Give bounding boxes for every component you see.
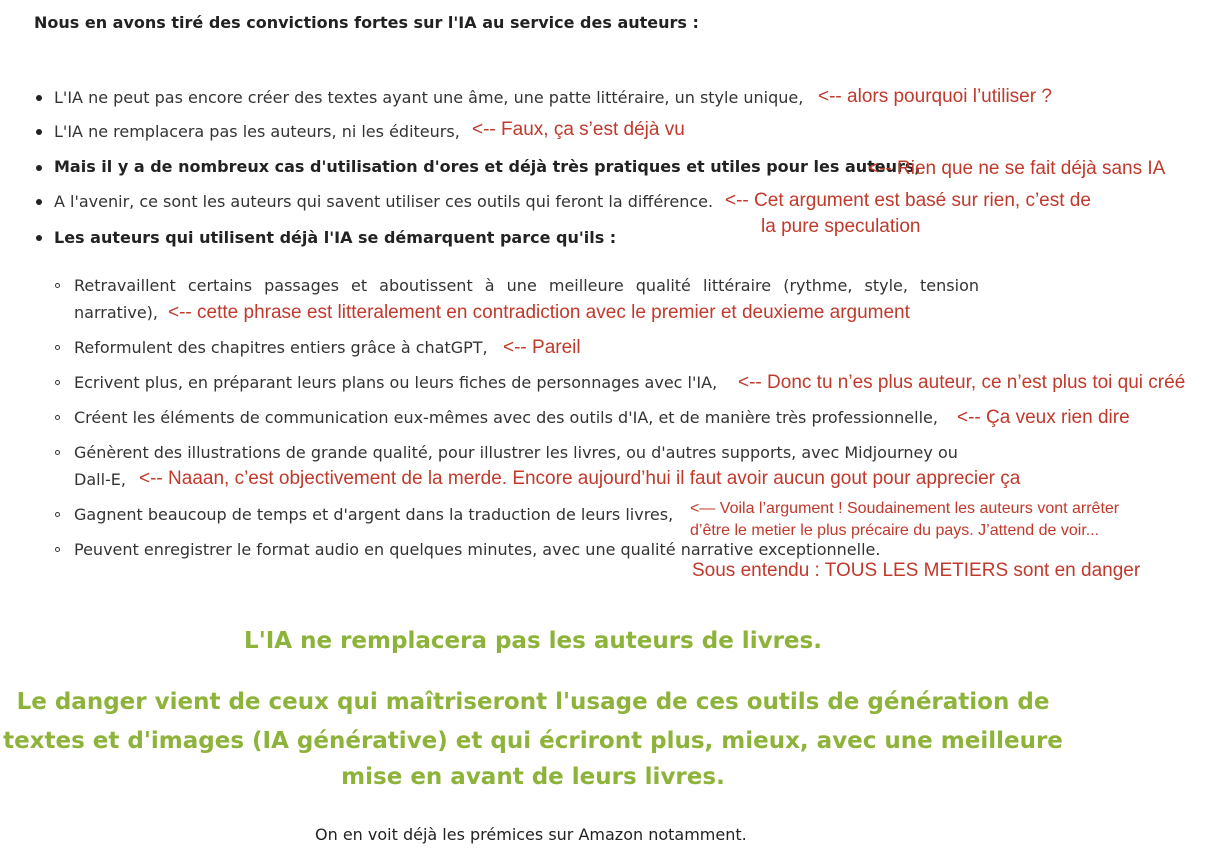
bullet-marker (36, 235, 42, 241)
bullet-1-text: L'IA ne peut pas encore créer des textes ayant une âme, une patte littéraire, un style unique, (54, 88, 804, 107)
subitem-1-line2: narrative), (74, 303, 158, 322)
subitem-4-text: Créent les éléments de communication eux-mêmes avec des outils d'IA, et de manière très professionnelle, (74, 408, 938, 427)
subitem-1-line1: Retravaillent certains passages et aboutissent à une meilleure qualité littéraire (rythme, style, tension (74, 276, 979, 295)
bullet-4-note-line1: <-- Cet argument est basé sur rien, c’est de (725, 190, 1091, 211)
subitem-3-text: Ecrivent plus, en préparant leurs plans ou leurs fiches de personnages avec l'IA, (74, 373, 718, 392)
bullet-1-note: <-- alors pourquoi l’utiliser ? (818, 86, 1052, 107)
subitem-marker (55, 345, 60, 350)
subitem-1-note: <-- cette phrase est litteralement en contradiction avec le premier et deuxieme argument (168, 302, 910, 323)
subitem-2-text: Reformulent des chapitres entiers grâce à chatGPT, (74, 338, 488, 357)
highlight-paragraph-line2: textes et d'images (IA générative) et qui écriront plus, mieux, avec une meilleure (3, 728, 1063, 754)
subitem-marker (55, 283, 60, 288)
bullet-3-note: <-- Rien que ne se fait déjà sans IA (868, 158, 1166, 179)
highlight-title: L'IA ne remplacera pas les auteurs de livres. (244, 628, 822, 654)
subitem-marker (55, 415, 60, 420)
bullet-marker (36, 129, 42, 135)
bullet-marker (36, 199, 42, 205)
bullet-2-note: <-- Faux, ça s’est déjà vu (472, 119, 685, 140)
highlight-paragraph-line3: mise en avant de leurs livres. (341, 764, 725, 790)
subitem-7-note: Sous entendu : TOUS LES METIERS sont en danger (692, 560, 1141, 581)
bullet-2-text: L'IA ne remplacera pas les auteurs, ni les éditeurs, (54, 122, 460, 141)
bullet-5-text: Les auteurs qui utilisent déjà l'IA se démarquent parce qu'ils : (54, 228, 617, 247)
subitem-6-note-line2: d’être le metier le plus précaire du pays. J’attend de voir... (690, 522, 1100, 539)
bullet-marker (36, 165, 42, 171)
subitem-5-line2: Dall-E, (74, 470, 126, 489)
subitem-6-note-line1: <— Voila l’argument ! Soudainement les auteurs vont arrêter (690, 500, 1120, 517)
subitem-marker (55, 547, 60, 552)
subitem-marker (55, 450, 60, 455)
subitem-7-text: Peuvent enregistrer le format audio en quelques minutes, avec une qualité narrative exceptionnelle. (74, 540, 881, 559)
bullet-3-text: Mais il y a de nombreux cas d'utilisation d'ores et déjà très pratiques et utiles pour les auteurs, (54, 157, 921, 176)
subitem-2-note: <-- Pareil (503, 337, 581, 358)
intro-heading: Nous en avons tiré des convictions fortes sur l'IA au service des auteurs : (34, 13, 699, 32)
subitem-5-note: <-- Naaan, c’est objectivement de la merde. Encore aujourd’hui il faut avoir aucun gout pour apprecier ça (139, 468, 1021, 489)
subitem-3-note: <-- Donc tu n’es plus auteur, ce n’est plus toi qui créé (738, 372, 1186, 393)
footer-text: On en voit déjà les prémices sur Amazon notamment. (315, 825, 747, 844)
bullet-4-text: A l'avenir, ce sont les auteurs qui savent utiliser ces outils qui feront la différence. (54, 192, 714, 211)
subitem-4-note: <-- Ça veux rien dire (957, 407, 1130, 428)
highlight-paragraph-line1: Le danger vient de ceux qui maîtriseront l'usage de ces outils de génération de (16, 689, 1050, 715)
subitem-6-text: Gagnent beaucoup de temps et d'argent dans la traduction de leurs livres, (74, 505, 674, 524)
bullet-4-note-line2: la pure speculation (761, 216, 921, 237)
bullet-marker (36, 95, 42, 101)
subitem-5-line1: Génèrent des illustrations de grande qualité, pour illustrer les livres, ou d'autres supports, avec Midjourney ou (74, 443, 958, 462)
subitem-marker (55, 512, 60, 517)
subitem-marker (55, 380, 60, 385)
